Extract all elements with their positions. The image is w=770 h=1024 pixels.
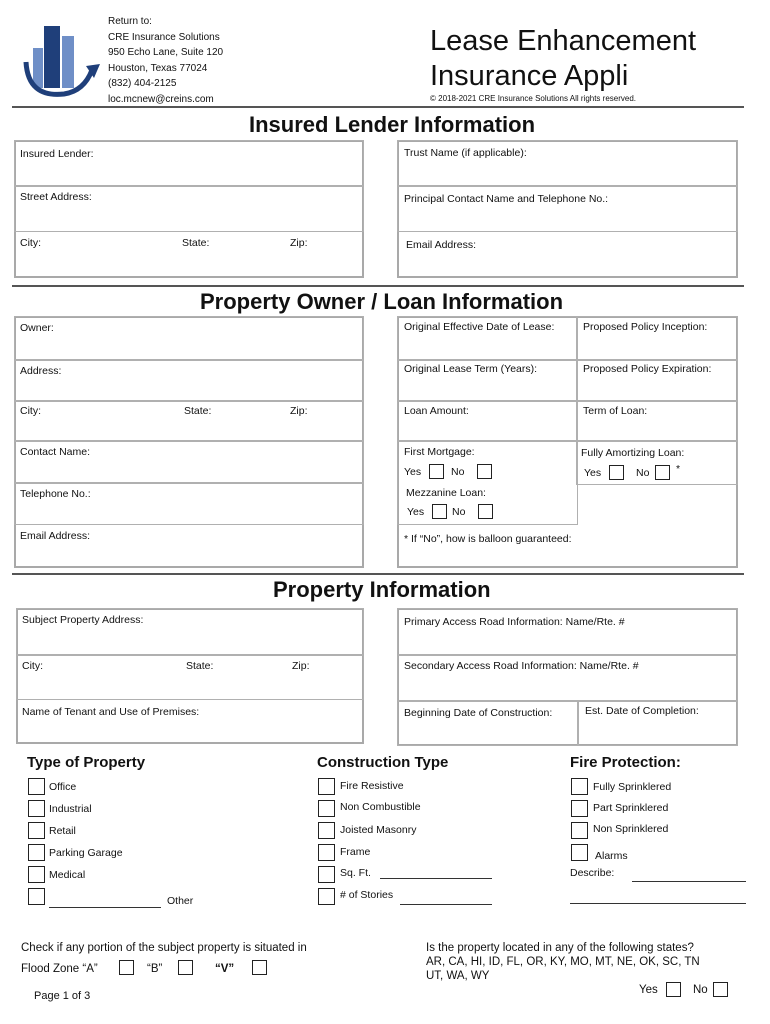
first-mortgage-yes-checkbox[interactable]: [429, 464, 444, 479]
owner-left-row[interactable]: [14, 359, 364, 402]
section-rule: [12, 285, 744, 287]
retail-label: Retail: [49, 825, 76, 837]
mezz-no-checkbox[interactable]: [478, 504, 493, 519]
first-mortgage-label: First Mortgage:: [404, 446, 475, 458]
states-no-checkbox[interactable]: [713, 982, 728, 997]
states-list: AR, CA, HI, ID, FL, OR, KY, MO, MT, NE, OK, SC, TN: [426, 956, 700, 968]
alarms-checkbox[interactable]: [571, 844, 588, 861]
return-line: (832) 404-2125: [108, 78, 177, 89]
frame-label: Frame: [340, 846, 371, 858]
flood-zone-b-label: “B”: [147, 963, 163, 975]
fully-sprinklered-checkbox[interactable]: [571, 778, 588, 795]
property-city-label: City:: [22, 660, 43, 672]
return-line: loc.mcnew@creins.com: [108, 93, 214, 105]
insured-lender-label: Insured Lender:: [20, 148, 94, 160]
company-logo: [20, 18, 102, 100]
parking-garage-label: Parking Garage: [49, 847, 123, 859]
subject-address-label: Subject Property Address:: [22, 614, 144, 626]
balloon-label: * If “No”, how is balloon guaranteed:: [404, 533, 572, 545]
part-sprinklered-label: Part Sprinklered: [593, 802, 669, 814]
copyright: © 2018-2021 CRE Insurance Solutions All rights reserved.: [430, 94, 637, 103]
primary-road-label: Primary Access Road Information: Name/Rte. #: [404, 616, 625, 628]
first-mortgage-yes-label: Yes: [404, 466, 422, 478]
secondary-road-label: Secondary Access Road Information: Name/Rte. #: [404, 660, 639, 672]
describe-input-line[interactable]: [632, 881, 746, 882]
fire-resistive-checkbox[interactable]: [318, 778, 335, 795]
tenant-label: Name of Tenant and Use of Premises:: [22, 706, 200, 718]
document-title: [430, 24, 696, 94]
owner-city-label: City:: [20, 405, 41, 417]
title-line: Lease Enhancement: [430, 25, 697, 57]
city-label: City:: [20, 237, 41, 249]
medical-checkbox[interactable]: [28, 866, 45, 883]
office-checkbox[interactable]: [28, 778, 45, 795]
describe-label: Describe:: [570, 867, 615, 879]
return-line: 950 Echo Lane, Suite 120: [108, 47, 224, 58]
frame-checkbox[interactable]: [318, 844, 335, 861]
section-rule: [12, 573, 744, 575]
property-state-label: State:: [186, 660, 214, 672]
sqft-checkbox[interactable]: [318, 866, 335, 883]
return-line: Houston, Texas 77024: [108, 62, 208, 74]
alarms-label: Alarms: [595, 850, 628, 862]
owner-left-row[interactable]: [14, 316, 364, 361]
state-label: State:: [182, 237, 210, 249]
joisted-masonry-label: Joisted Masonry: [340, 824, 417, 836]
fire-resistive-label: Fire Resistive: [340, 780, 404, 792]
fully-amort-yes-checkbox[interactable]: [609, 465, 624, 480]
sqft-label: Sq. Ft.: [340, 867, 371, 879]
states-list-2: UT, WA, WY: [426, 970, 490, 982]
owner-email-label: Email Address:: [20, 530, 91, 542]
section-title-property: Property Information: [273, 577, 491, 602]
first-mortgage-no-label: No: [451, 466, 465, 478]
return-line: CRE Insurance Solutions: [108, 31, 220, 43]
mezz-yes-checkbox[interactable]: [432, 504, 447, 519]
joisted-masonry-checkbox[interactable]: [318, 822, 335, 839]
states-yes-checkbox[interactable]: [666, 982, 681, 997]
contact-name-label: Contact Name:: [20, 446, 91, 458]
stories-checkbox[interactable]: [318, 888, 335, 905]
loan-amount-label: Loan Amount:: [404, 405, 469, 417]
flood-zone-a-label: Flood Zone “A”: [21, 963, 98, 975]
flood-zone-a-checkbox[interactable]: [119, 960, 134, 975]
fully-sprinklered-label: Fully Sprinklered: [593, 781, 672, 793]
non-sprinklered-label: Non Sprinklered: [593, 823, 669, 835]
fully-amortizing-label: Fully Amortizing Loan:: [581, 447, 685, 459]
parking-garage-checkbox[interactable]: [28, 844, 45, 861]
fully-amort-no-checkbox[interactable]: [655, 465, 670, 480]
office-label: Office: [49, 781, 77, 793]
property-zip-label: Zip:: [292, 660, 310, 672]
flood-zone-v-checkbox[interactable]: [252, 960, 267, 975]
part-sprinklered-checkbox[interactable]: [571, 800, 588, 817]
flood-question: Check if any portion of the subject property is situated in: [21, 942, 307, 954]
flood-zone-v-label: “V”: [215, 963, 235, 975]
flood-zone-b-checkbox[interactable]: [178, 960, 193, 975]
loan-term-label: Term of Loan:: [583, 405, 648, 417]
fire-protection-heading: Fire Protection:: [570, 754, 681, 771]
owner-state-label: State:: [184, 405, 212, 417]
owner-address-label: Address:: [20, 365, 62, 377]
non-combustible-checkbox[interactable]: [318, 800, 335, 817]
section-title-lender: Insured Lender Information: [249, 112, 536, 137]
mezz-yes-label: Yes: [407, 506, 425, 518]
industrial-checkbox[interactable]: [28, 800, 45, 817]
retail-checkbox[interactable]: [28, 822, 45, 839]
owner-label: Owner:: [20, 322, 54, 334]
states-question: Is the property located in any of the following states?: [426, 942, 694, 954]
fully-amort-yes-label: Yes: [584, 467, 602, 479]
other-input-line[interactable]: [49, 907, 161, 908]
page-number: Page 1 of 3: [34, 990, 91, 1002]
principal-contact-label: Principal Contact Name and Telephone No.:: [404, 193, 609, 205]
telephone-label: Telephone No.:: [20, 488, 91, 500]
describe-input-line-2[interactable]: [570, 903, 746, 904]
mezz-no-label: No: [452, 506, 466, 518]
title-line: Insurance Appli: [430, 60, 629, 92]
owner-zip-label: Zip:: [290, 405, 308, 417]
completion-label: Est. Date of Completion:: [585, 705, 699, 717]
mezzanine-label: Mezzanine Loan:: [406, 487, 486, 499]
expiration-label: Proposed Policy Expiration:: [583, 363, 712, 375]
other-checkbox[interactable]: [28, 888, 45, 905]
construction-type-heading: Construction Type: [317, 754, 449, 771]
medical-label: Medical: [49, 869, 86, 881]
orig-term-label: Original Lease Term (Years):: [404, 363, 538, 375]
type-of-property-heading: Type of Property: [27, 754, 146, 771]
non-sprinklered-checkbox[interactable]: [571, 822, 588, 839]
first-mortgage-no-checkbox[interactable]: [477, 464, 492, 479]
states-yes-label: Yes: [639, 984, 658, 996]
stories-input-line[interactable]: [400, 904, 492, 905]
return-address: [108, 14, 223, 107]
zip-label: Zip:: [290, 237, 308, 249]
begin-date-label: Beginning Date of Construction:: [404, 707, 553, 719]
street-address-label: Street Address:: [20, 191, 92, 203]
email-address-label: Email Address:: [406, 239, 477, 251]
header-rule: [12, 106, 744, 108]
industrial-label: Industrial: [49, 803, 92, 815]
return-line: Return to:: [108, 16, 152, 27]
non-combustible-label: Non Combustible: [340, 801, 421, 813]
stories-label: # of Stories: [340, 889, 394, 901]
orig-date-label: Original Effective Date of Lease:: [404, 321, 555, 333]
trust-name-label: Trust Name (if applicable):: [404, 147, 527, 159]
other-label: Other: [167, 895, 194, 907]
inception-label: Proposed Policy Inception:: [583, 321, 708, 333]
asterisk: *: [676, 463, 681, 475]
section-title-owner: Property Owner / Loan Information: [200, 289, 564, 314]
sqft-input-line[interactable]: [380, 878, 492, 879]
fully-amort-no-label: No: [636, 467, 650, 479]
states-no-label: No: [693, 984, 708, 996]
